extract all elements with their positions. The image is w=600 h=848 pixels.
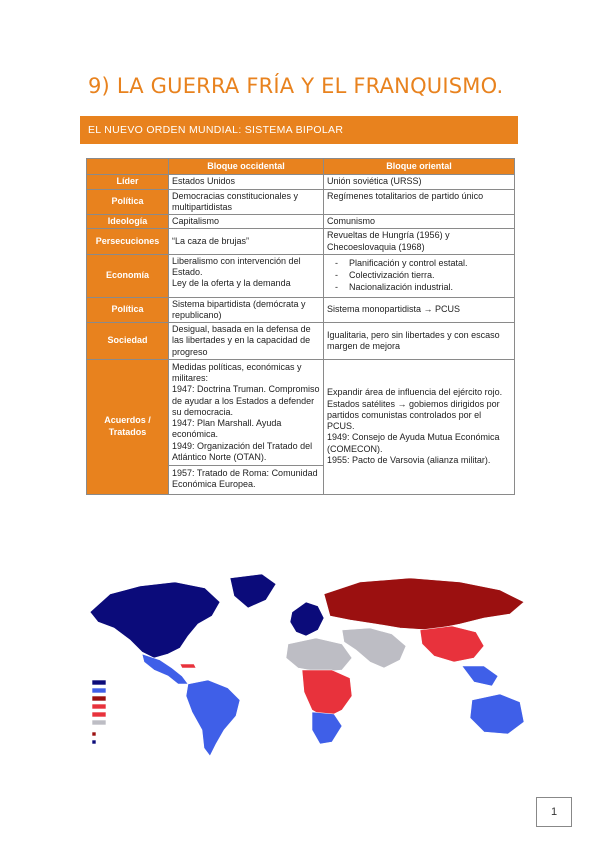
acuerdos-west-main — [172, 361, 320, 465]
list-item: - Colectivización tierra. — [327, 270, 511, 281]
legend-swatch — [92, 696, 106, 701]
cell-west: Capitalismo — [169, 215, 324, 229]
page-number: 1 — [536, 797, 572, 827]
row-label-persecuciones: Persecuciones — [87, 229, 169, 255]
cell-east: Comunismo — [324, 215, 515, 229]
map-region-middle-east — [342, 628, 406, 668]
map-region-china — [420, 626, 484, 662]
cell-east: Revueltas de Hungría (1956) y Checoeslovaquia (1968) — [324, 229, 515, 255]
legend-swatch — [92, 712, 106, 717]
cell-west: Democracias constitucionales y multipartidistas — [169, 189, 324, 215]
acuerdos-east-line: Estados satélites → gobiemos dirigidos por partidos comunistas controlados por el PCUS. — [327, 398, 500, 431]
cold-war-world-map — [80, 572, 540, 762]
map-region-southern-africa — [312, 712, 342, 744]
table-row — [87, 175, 515, 189]
corner-cell — [87, 159, 169, 175]
table-row — [87, 215, 515, 229]
cell-east: Unión soviética (URSS) — [324, 175, 515, 189]
map-region-cuba — [180, 664, 196, 668]
acuerdos-west-line: Medidas políticas, económicas y militares: — [172, 361, 302, 383]
table-row — [87, 323, 515, 360]
list-item: - Nacionalización industrial. — [327, 282, 511, 293]
table-header-row — [87, 159, 515, 175]
cell-east — [324, 359, 515, 494]
legend-swatch — [92, 704, 106, 709]
map-region-south-america — [186, 680, 240, 756]
cell-west: Estados Unidos — [169, 175, 324, 189]
legend-swatch — [92, 740, 96, 744]
legend-swatch — [92, 680, 106, 685]
acuerdos-west-line: 1949: Organización del Tratado del Atlántico Norte (OTAN). — [172, 440, 313, 462]
row-label-politica: Política — [87, 189, 169, 215]
table-row — [87, 254, 515, 297]
cell-west — [169, 359, 324, 494]
world-map-illustration — [80, 572, 540, 762]
row-label-acuerdos: Acuerdos / Tratados — [87, 359, 169, 494]
map-region-southeast-asia — [462, 666, 498, 686]
col-header-east: Bloque oriental — [324, 159, 515, 175]
cell-west: Desigual, basada en la defensa de las libertades y en la capacidad de progreso — [169, 323, 324, 360]
economia-east-list — [327, 258, 511, 294]
economia-west-line: Liberalismo con intervención del Estado. — [172, 255, 301, 277]
map-region-western-europe — [290, 602, 324, 636]
acuerdos-west-line: 1947: Plan Marshall. Ayuda económica. — [172, 418, 282, 440]
page-title: 9) LA GUERRA FRÍA Y EL FRANQUISMO. — [88, 74, 504, 98]
map-region-australia — [470, 694, 524, 734]
acuerdos-west-extra: 1957: Tratado de Roma: Comunidad Económica Europea. — [169, 465, 323, 493]
acuerdos-east-line: 1955: Pacto de Varsovia (alianza militar). — [327, 454, 491, 465]
acuerdos-east-line: 1949: Consejo de Ayuda Mutua Económica (COMECON). — [327, 432, 500, 454]
row-label-lider: Líder — [87, 175, 169, 189]
cell-east: Regímenes totalitarios de partido único — [324, 189, 515, 215]
legend-swatch — [92, 720, 106, 725]
cell-east: Sistema monopartidista → PCUS — [324, 297, 515, 323]
row-label-sociedad: Sociedad — [87, 323, 169, 360]
cell-west: “La caza de brujas” — [169, 229, 324, 255]
acuerdos-east-line: Expandir área de influencia del ejército rojo. — [327, 387, 503, 398]
row-label-economia: Economía — [87, 254, 169, 297]
map-legend — [92, 680, 106, 744]
col-header-west: Bloque occidental — [169, 159, 324, 175]
map-region-central-africa — [302, 670, 352, 718]
row-label-ideologia: Ideología — [87, 215, 169, 229]
cell-west — [169, 254, 324, 297]
map-region-north-africa — [286, 638, 352, 672]
list-item: - Planificación y control estatal. — [327, 258, 511, 269]
map-region-central-america — [142, 654, 188, 684]
map-region-ussr — [324, 578, 524, 630]
cell-west: Sistema bipartidista (demócrata y republicano) — [169, 297, 324, 323]
cell-east: Igualitaria, pero sin libertades y con escaso margen de mejora — [324, 323, 515, 360]
legend-swatch — [92, 688, 106, 693]
acuerdos-west-line: 1947: Doctrina Truman. Compromiso de ayudar a los Estados a defender su democracia. — [172, 384, 320, 417]
economia-west-line: Ley de la oferta y la demanda — [172, 278, 291, 289]
legend-swatch — [92, 732, 96, 736]
map-region-north-america — [90, 582, 220, 658]
table-row — [87, 359, 515, 494]
comparison-table — [86, 158, 515, 495]
row-label-politica-2: Política — [87, 297, 169, 323]
section-heading: EL NUEVO ORDEN MUNDIAL: SISTEMA BIPOLAR — [80, 116, 518, 144]
map-region-greenland — [230, 574, 276, 608]
cell-east — [324, 254, 515, 297]
table-row — [87, 297, 515, 323]
table-row — [87, 229, 515, 255]
table-row — [87, 189, 515, 215]
